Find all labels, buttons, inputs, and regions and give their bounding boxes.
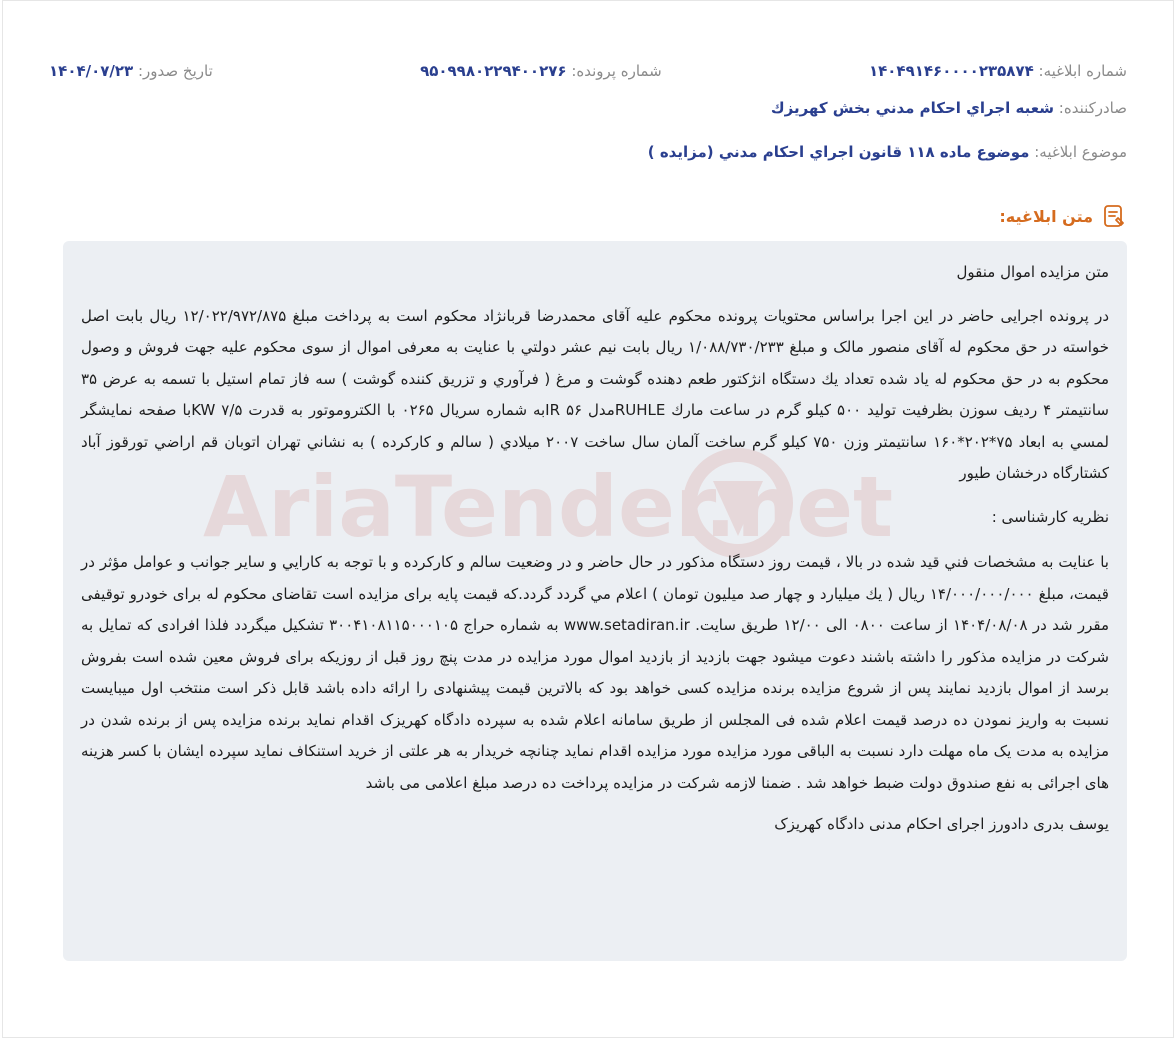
notice-number-label: شماره ابلاغیه:	[1038, 62, 1127, 80]
case-number-value: ۹۵۰۹۹۸۰۲۲۹۴۰۰۲۷۶	[420, 62, 567, 80]
notice-number-value: ۱۴۰۴۹۱۴۶۰۰۰۰۲۳۵۸۷۴	[868, 62, 1034, 80]
case-number	[420, 62, 662, 80]
expert-opinion-title: نظریه کارشناسی :	[991, 507, 1109, 526]
svg-text:AriaTender.net: AriaTender.net	[203, 458, 894, 556]
sender-value: شعبه اجراي احكام مدني بخش كهريزك	[770, 99, 1054, 117]
issue-date-value: ۱۴۰۴/۰۷/۲۳	[49, 62, 134, 80]
notice-text-title	[999, 201, 1127, 231]
notice-signature: یوسف بدری دادورز اجرای احکام مدنی دادگاه کهریزک	[774, 815, 1109, 833]
notice-page	[2, 0, 1174, 1038]
expert-opinion-text: با عنايت به مشخصات فني قيد شده در بالا ، قيمت روز دستگاه مذكور در حال حاضر و در وضعيت سالم و كاركرده و با توجه به كارايي و ساير جوانب و عوامل مؤثر در قيمت، مبلغ ۱۴/۰۰۰/۰۰۰/۰۰۰ ريال ( يك ميليارد و چهار صد ميليون تومان ) اعلام مي گردد گردد.که قیمت پایه برای مزایده است تقاضای محکوم له برای خودرو توقیفی مقرر شد در ۱۴۰۴/۰۸/۰۸ از ساعت ۰۸۰۰ الی ۱۲/۰۰ طریق سایت. www.setadiran.ir به شماره حراج ۳۰۰۴۱۰۸۱۱۵۰۰۰۱۰۵ تشکیل میگردد فلذا افرادی که تمایل به شرکت در مزایده مذکور را داشته باشند دعوت میشود جهت بازدید از بازدید اموال مورد مزایده در مدت پنچ روز قبل از روزیکه برای فروش معین شده است بفروش برسد از اموال بازدید نمایند پس از شروع مزایده برنده مزایده کسی خواهد بود که بالاترین قیمت پیشنهادی را ارائه داده باشد قابل ذکر است منتخب اول میبایست نسبت به واریز نمودن ده درصد قیمت اعلام شده فی المجلس از طریق سامانه اعلام شده به سپرده دادگاه کهریزک اقدام نماید برنده مزایده پس از برنده شدن در مزایده به مدت یک ماه مهلت دارد نسبت به الباقی مورد مزایده مورد مزایده اقدام نماید چنانچه خریدار به هر علتی از خرید استنکاف نماید سپرده ایشان با کسر هزینه های اجرائی به نفع صندوق دولت ضبط خواهد شد . ضمنا لازمه شرکت در مزایده پرداخت ده درصد مبلغ اعلامی می باشد	[81, 553, 1110, 792]
notice-body: در پرونده اجرایی حاضر در این اجرا براساس محتویات پرونده محکوم علیه آقای محمدرضا قربانژاد محکوم است به پرداخت مبلغ ۱۲/۰۲۲/۹۷۲/۸۷۵ ریال بابت اصل خواسته در حق محکوم له آقای منصور مالک و مبلغ ۱/۰۸۸/۷۳۰/۲۳۳ ریال بابت نیم عشر دولتي با عنايت به معرفی اموال از سوی محکوم علیه جهت فروش و وصول محکوم به در حق محکوم له ياد شده تعداد يك دستگاه انژكتور طعم دهنده گوشت و مرغ ( فرآوري و تزريق كننده گوشت ) سه فاز تمام استيل با تسمه به عرض ۳۵ سانتيمتر ۴ رديف سوزن بظرفيت توليد ۵۰۰ كيلو گرم در ساعت مارك RUHLEمدل ۵۶ IRبه شماره سريال ۰۲۶۵ با الكتروموتور به قدرت ۷/۵ KWبا صفحه نمايشگر لمسي به ابعاد ۷۵*۲۰۲*۱۶۰ سانتيمتر وزن ۷۵۰ كيلو گرم ساخت آلمان سال ساخت ۲۰۰۷ ميلادي ( سالم و كاركرده ) به نشاني تهران اتوبان قم اراضي تورقوز آباد كشتارگاه درخشان طيور	[81, 306, 1109, 482]
notice-text-title-label: متن ابلاغیه:	[999, 206, 1093, 226]
notice-content-box	[63, 241, 1127, 961]
issue-date	[49, 62, 213, 80]
issue-date-label: تاریخ صدور:	[138, 62, 213, 80]
subject-line	[49, 143, 1127, 161]
notice-document-icon	[1101, 203, 1127, 229]
case-number-label: شماره پرونده:	[571, 62, 662, 80]
notice-heading: متن مزایده اموال منقول	[956, 263, 1109, 281]
meta-row	[49, 57, 1127, 85]
notice-number	[869, 62, 1127, 80]
sender-label: صادرکننده:	[1058, 99, 1127, 117]
subject-label: موضوع ابلاغیه:	[1034, 143, 1127, 161]
subject-value: موضوع ماده ۱۱۸ قانون اجراي احكام مدني (مزايده )	[647, 143, 1030, 161]
sender-line	[49, 99, 1127, 117]
